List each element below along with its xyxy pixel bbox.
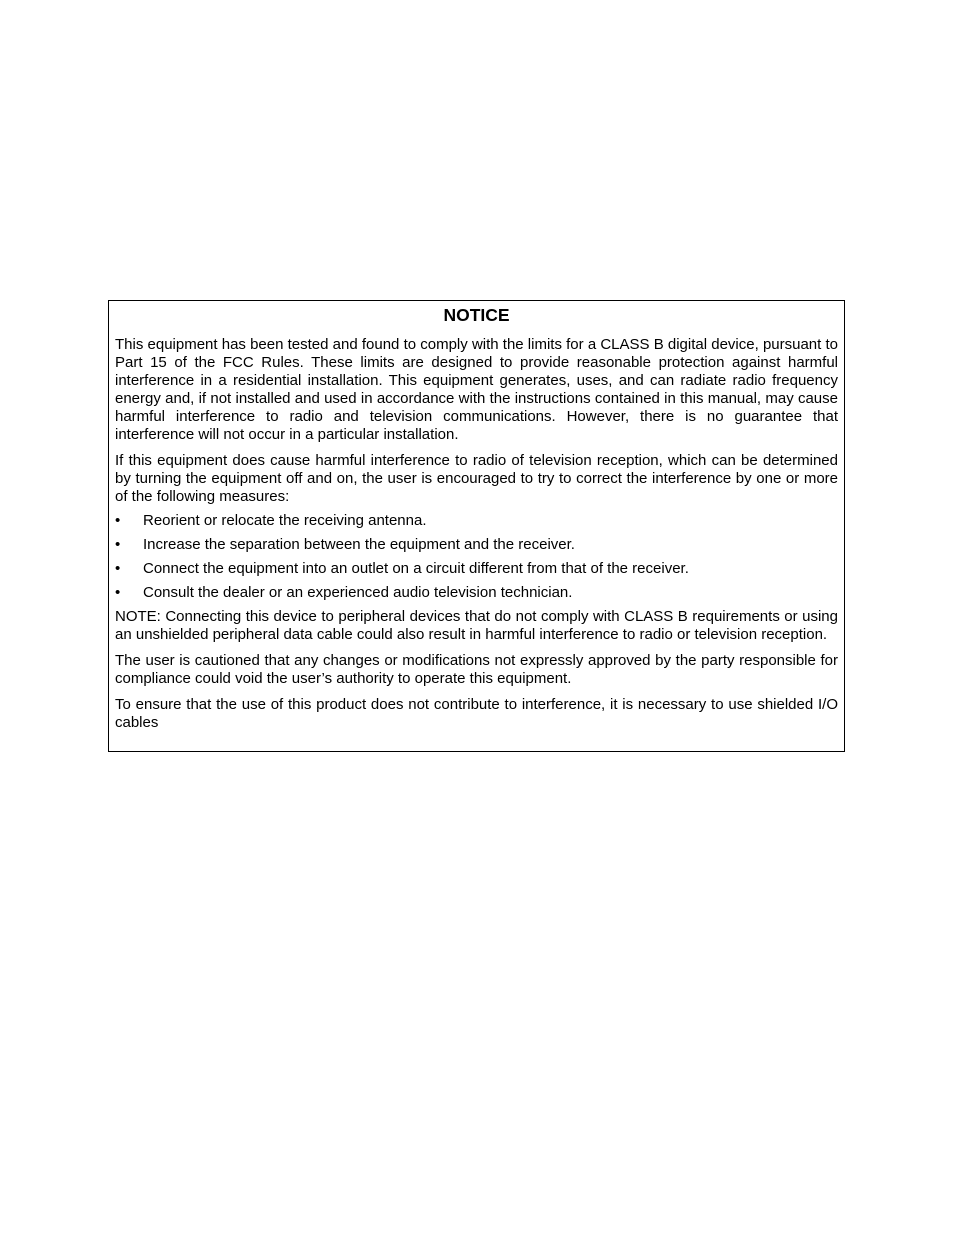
notice-paragraph-compliance: This equipment has been tested and found to comply with the limits for a CLASS B digital device, pursuant to Part 15 of the FCC Rules. These limits are designed to provide reasonable protection against harmful interference in a residential installation. This equipment generates, uses, and can radiate radio frequency energy and, if not installed and used in accordance with the instructions contained in this manual, may cause harmful interference to radio and television communications. However, there is no guarantee that interference will not occur in a particular installation. bbox=[115, 336, 838, 443]
bullet-icon: • bbox=[115, 584, 121, 601]
measure-text: Reorient or relocate the receiving antenna. bbox=[143, 512, 427, 529]
measures-list bbox=[115, 512, 838, 602]
notice-paragraph-shielded-cables: To ensure that the use of this product does not contribute to interference, it is necessary to use shielded I/O cables bbox=[115, 696, 838, 731]
list-item bbox=[115, 584, 838, 602]
measure-text: Increase the separation between the equipment and the receiver. bbox=[143, 536, 575, 553]
list-item bbox=[115, 512, 838, 530]
list-item bbox=[115, 560, 838, 578]
measure-text: Connect the equipment into an outlet on a circuit different from that of the receiver. bbox=[143, 560, 689, 577]
notice-paragraph-caution: The user is cautioned that any changes or modifications not expressly approved by the party responsible for compliance could void the user’s authority to operate this equipment. bbox=[115, 652, 838, 687]
notice-paragraph-note: NOTE: Connecting this device to peripheral devices that do not comply with CLASS B requirements or using an unshielded peripheral data cable could also result in harmful interference to radio or television reception. bbox=[115, 608, 838, 643]
notice-title: NOTICE bbox=[443, 305, 510, 325]
measure-text: Consult the dealer or an experienced audio television technician. bbox=[143, 584, 573, 601]
bullet-icon: • bbox=[115, 560, 121, 577]
list-item bbox=[115, 536, 838, 554]
notice-paragraph-interference: If this equipment does cause harmful interference to radio of television reception, which can be determined by turning the equipment off and on, the user is encouraged to try to correct the interference by one or more of the following measures: bbox=[115, 452, 838, 505]
fcc-notice-box bbox=[108, 300, 845, 752]
bullet-icon: • bbox=[115, 536, 121, 553]
bullet-icon: • bbox=[115, 512, 121, 529]
